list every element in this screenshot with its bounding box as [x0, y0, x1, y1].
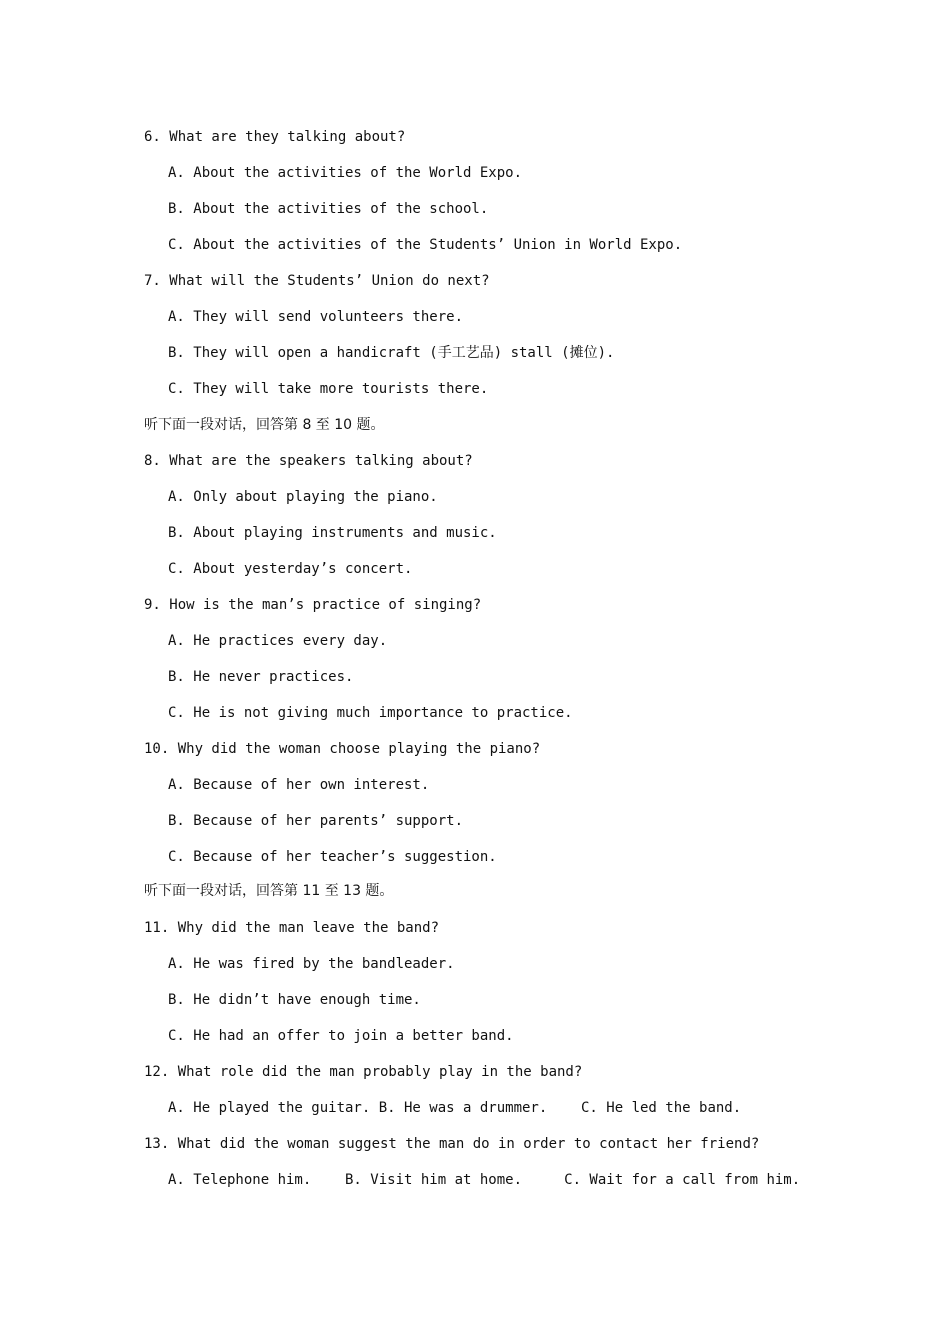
option-9c: C. He is not giving much importance to practice.	[168, 705, 573, 721]
option-7c: C. They will take more tourists there.	[168, 381, 489, 397]
option-8a: A. Only about playing the piano.	[168, 489, 438, 505]
option-7a: A. They will send volunteers there.	[168, 309, 464, 325]
question-12: 12. What role did the man probably play in the band?	[144, 1064, 583, 1080]
option-10a: A. Because of her own interest.	[168, 777, 430, 793]
option-6a: A. About the activities of the World Expo.	[168, 165, 523, 181]
option-10b: B. Because of her parents’ support.	[168, 813, 464, 829]
options-12: A. He played the guitar. B. He was a drummer. C. He led the band.	[168, 1100, 742, 1116]
question-8: 8. What are the speakers talking about?	[144, 453, 473, 469]
option-8c: C. About yesterday’s concert.	[168, 561, 413, 577]
option-9a: A. He practices every day.	[168, 633, 388, 649]
option-11a: A. He was fired by the bandleader.	[168, 956, 455, 972]
instruction-8-10: 听下面一段对话，回答第 8 至 10 题。	[144, 417, 385, 433]
question-10: 10. Why did the woman choose playing the piano?	[144, 741, 541, 757]
option-9b: B. He never practices.	[168, 669, 354, 685]
option-11c: C. He had an offer to join a better band.	[168, 1028, 514, 1044]
question-6: 6. What are they talking about?	[144, 129, 406, 145]
question-7: 7. What will the Students’ Union do next?	[144, 273, 490, 289]
option-11b: B. He didn’t have enough time.	[168, 992, 421, 1008]
question-13: 13. What did the woman suggest the man do in order to contact her friend?	[144, 1136, 760, 1152]
option-6c: C. About the activities of the Students’ Union in World Expo.	[168, 237, 683, 253]
option-6b: B. About the activities of the school.	[168, 201, 489, 217]
instruction-11-13: 听下面一段对话，回答第 11 至 13 题。	[144, 883, 394, 899]
option-7b: B. They will open a handicraft (手工艺品) stall (摊位).	[168, 345, 615, 361]
question-11: 11. Why did the man leave the band?	[144, 920, 440, 936]
option-8b: B. About playing instruments and music.	[168, 525, 497, 541]
option-10c: C. Because of her teacher’s suggestion.	[168, 849, 497, 865]
options-13: A. Telephone him. B. Visit him at home. C. Wait for a call from him.	[168, 1172, 801, 1188]
question-9: 9. How is the man’s practice of singing?	[144, 597, 482, 613]
